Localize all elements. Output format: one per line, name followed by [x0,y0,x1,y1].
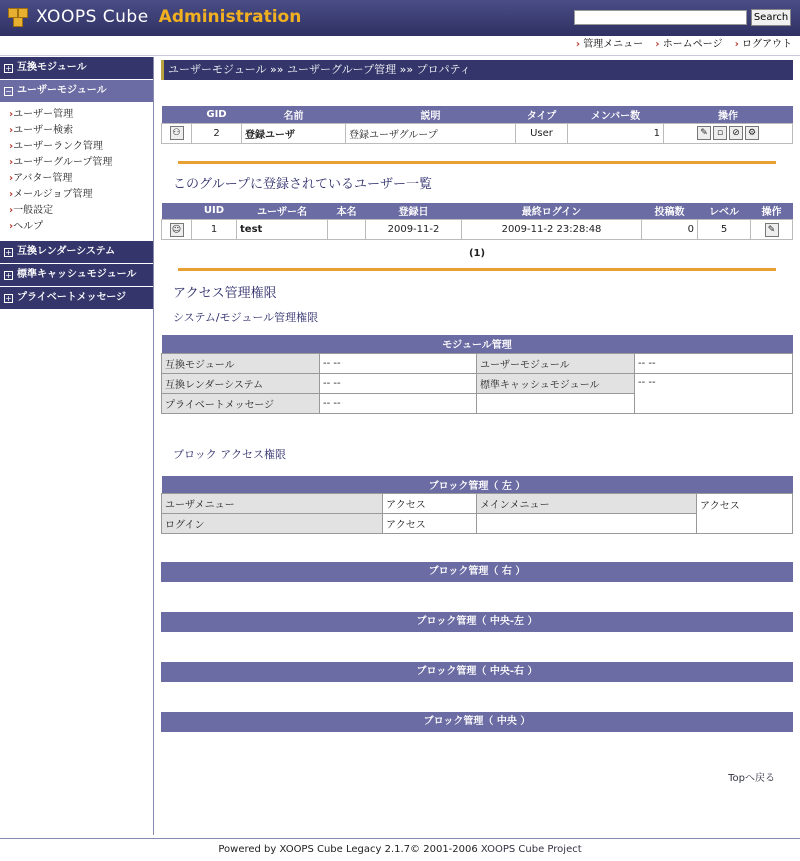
footer-text: Powered by XOOPS Cube Legacy 2.1.7© 2001-2006 [218,844,481,855]
block-center-left-bar: ブロック管理（ 中央-左 ） [161,612,793,632]
module-perm-header: モジュール管理 [162,335,793,353]
users-title: このグループに登録されているユーザー一覧 [173,176,432,192]
block-center-right-bar: ブロック管理（ 中央-右 ） [161,662,793,682]
block-left-header: ブロック管理（ 左 ） [162,476,793,494]
block-left-table [161,476,793,535]
edit-icon[interactable]: ✎ [765,223,779,237]
col-header: タイプ [516,106,568,123]
edit-icon[interactable]: ✎ [697,126,711,140]
user-table [161,203,793,241]
pager[interactable]: (1) [468,248,486,259]
sidebar-item[interactable]: ›ユーザーランク管理 [9,141,103,152]
header [0,0,800,36]
col-header: GID [192,106,242,123]
col-header: メンバー数 [568,106,664,123]
block-center-bar: ブロック管理（ 中央 ） [161,712,793,732]
col-header: 名前 [242,106,346,123]
table-row [162,220,793,240]
perm-module-value: -- -- [320,353,477,373]
plus-icon: + [5,63,12,73]
perm-module-label: 標準キャッシュモジュール [477,373,635,393]
lastlogin-cell: 2009-11-2 23:28:48 [462,220,642,240]
members-cell: 1 [568,123,664,143]
perm-empty [477,393,635,413]
plus-icon: + [5,247,12,257]
block-right-bar: ブロック管理（ 右 ） [161,562,793,582]
sidebar-item[interactable]: ›一般設定 [9,205,54,216]
sidebar-item[interactable]: ›アバター管理 [9,173,73,184]
sidebar-section-compat-module[interactable]: + 互換モジュール [0,57,153,79]
block-title: ブロック アクセス権限 [173,447,286,461]
sidebar [0,57,154,835]
col-header: 投稿数 [642,203,698,220]
block-value: アクセス [383,514,477,534]
sidebar-section-cache[interactable]: + 標準キャッシュモジュール [0,264,153,286]
sidebar-section-user-module[interactable]: − ユーザーモジュール [0,80,153,102]
divider [178,268,776,271]
perm-module-label: プライベートメッセージ [162,393,320,413]
sidebar-section-render[interactable]: + 互換レンダーシステム [0,241,153,263]
logout-link[interactable]: › ログアウト [734,39,792,50]
footer [0,838,800,860]
permission-icon[interactable]: ⚙ [745,126,759,140]
footer-link[interactable]: XOOPS Cube Project [480,844,582,855]
sidebar-item[interactable]: ›ユーザー検索 [9,125,74,136]
module-perm-table [161,335,793,414]
cube-logo-icon [8,6,30,28]
col-icon [162,203,192,220]
top-link[interactable]: Topへ戻る [728,773,775,784]
block-value: アクセス [383,494,477,514]
col-header: 操作 [664,106,793,123]
perm-module-label: 互換モジュール [162,353,320,373]
col-icon [162,106,192,123]
regdate-cell: 2009-11-2 [366,220,462,240]
main-content [161,60,793,784]
plus-icon: + [5,270,12,280]
breadcrumb: ユーザーモジュール »» ユーザーグループ管理 »» プロパティ [161,60,793,80]
search-input[interactable] [574,10,747,25]
col-header: 登録日 [366,203,462,220]
uname-cell[interactable]: test [237,220,328,240]
col-header: ユーザー名 [237,203,328,220]
block-value: アクセス [697,494,793,534]
divider [178,161,776,164]
posts-cell: 0 [642,220,698,240]
sysperm-title: システム/モジュール管理権限 [173,311,319,324]
page-icon[interactable]: ▫ [713,126,727,140]
home-link[interactable]: › ホームページ [655,39,723,50]
ban-icon[interactable]: ⊘ [729,126,743,140]
group-icon[interactable]: ⚇ [170,126,184,140]
col-header: UID [192,203,237,220]
block-label: メインメニュー [477,494,697,514]
table-row [162,123,793,143]
block-label: ログイン [162,514,383,534]
top-links [0,36,800,56]
minus-icon: − [5,86,12,96]
sidebar-section-pm[interactable]: + プライベートメッセージ [0,287,153,309]
perm-module-value: -- -- [635,353,793,373]
desc-cell: 登録ユーザグループ [346,123,516,143]
admin-menu-link[interactable]: › 管理メニュー [575,39,644,50]
sidebar-submenu [0,103,153,241]
perm-empty [477,514,697,534]
perm-module-value: -- -- [320,393,477,413]
access-title: アクセス管理権限 [173,286,277,301]
sidebar-item[interactable]: ›メールジョブ管理 [9,189,93,200]
group-table [161,106,793,144]
perm-module-label: ユーザーモジュール [477,353,635,373]
logo[interactable] [8,6,301,28]
name-cell: 登録ユーザ [242,123,346,143]
col-header: 本名 [328,203,366,220]
perm-module-label: 互換レンダーシステム [162,373,320,393]
search-button[interactable]: Search [751,9,791,26]
realname-cell [328,220,366,240]
sidebar-item[interactable]: ›ヘルプ [9,221,44,232]
gid-cell: 2 [192,123,242,143]
col-header: 操作 [751,203,793,220]
logo-text: XOOPS Cube [36,7,149,27]
type-cell: User [516,123,568,143]
sidebar-item[interactable]: ›ユーザー管理 [9,109,74,120]
logo-admin: Administration [158,7,302,27]
uid-cell: 1 [192,220,237,240]
col-header: レベル [698,203,751,220]
plus-icon: + [5,293,12,303]
user-icon[interactable]: ☺ [170,223,184,237]
level-cell: 5 [698,220,751,240]
col-header: 説明 [346,106,516,123]
perm-module-value: -- -- [320,373,477,393]
block-label: ユーザメニュー [162,494,383,514]
perm-module-value: -- -- [635,373,793,413]
sidebar-item[interactable]: ›ユーザーグループ管理 [9,157,113,168]
col-header: 最終ログイン [462,203,642,220]
